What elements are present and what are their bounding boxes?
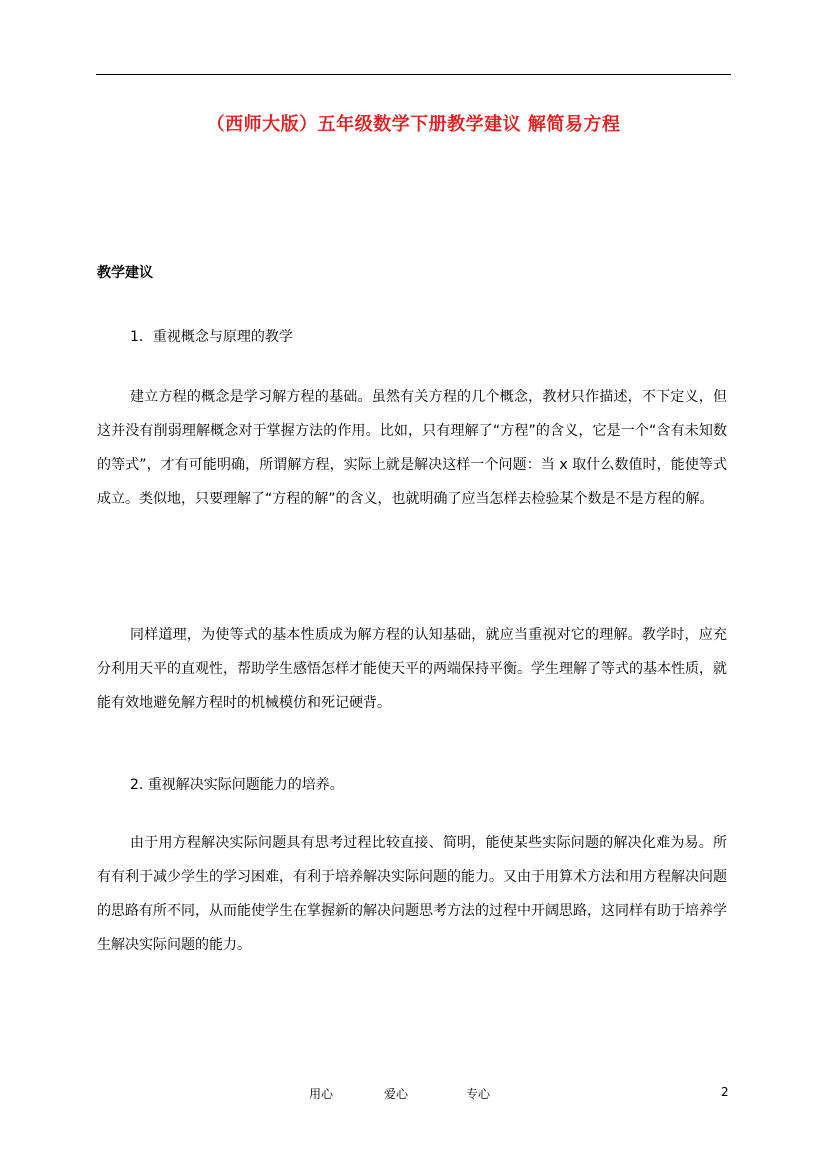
- paragraph-2: 同样道理，为使等式的基本性质成为解方程的认知基础，就应当重视对它的理解。教学时，应充分利用天平的直观性，帮助学生感悟怎样才能使天平的两端保持平衡。学生理解了等式的基本性质，就能有效地避免解方程时的机械模仿和死记硬背。: [97, 627, 727, 711]
- paragraph-3: 由于用方程解决实际问题具有思考过程比较直接、简明，能使某些实际问题的解决化难为易。所有有利于减少学生的学习困难，有利于培养解决实际问题的能力。又由于用算术方法和用方程解决问题的思路有所不同，从而能使学生在掌握新的解决问题思考方法的过程中开阔思路，这同样有助于培养学生解决实际问题的能力。: [97, 835, 727, 953]
- item-heading-1: 1．重视概念与原理的教学: [130, 329, 293, 345]
- header-rule: [96, 74, 731, 75]
- document-title: （西师大版）五年级数学下册教学建议 解简易方程: [206, 114, 621, 135]
- footer-motto-1: 用心: [309, 1087, 334, 1101]
- footer-motto-2: 爱心: [384, 1087, 409, 1101]
- paragraph-1: 建立方程的概念是学习解方程的基础。虽然有关方程的几个概念，教材只作描述，不下定义，但这并没有削弱理解概念对于掌握方法的作用。比如，只有理解了“方程”的含义，它是一个“含有未知数的等式”，才有可能明确，所谓解方程，实际上就是解决这样一个问题：当 x 取什么数值时，能使等式成立。类似地，只要理解了“方程的解”的含义，也就明确了应当怎样去检验某个数是不是方程的解。: [97, 389, 727, 507]
- item-heading-2: 2. 重视解决实际问题能力的培养。: [130, 777, 344, 793]
- page-number: 2: [721, 1085, 729, 1099]
- footer-motto-3: 专心: [466, 1087, 491, 1101]
- section-heading: 教学建议: [97, 265, 153, 281]
